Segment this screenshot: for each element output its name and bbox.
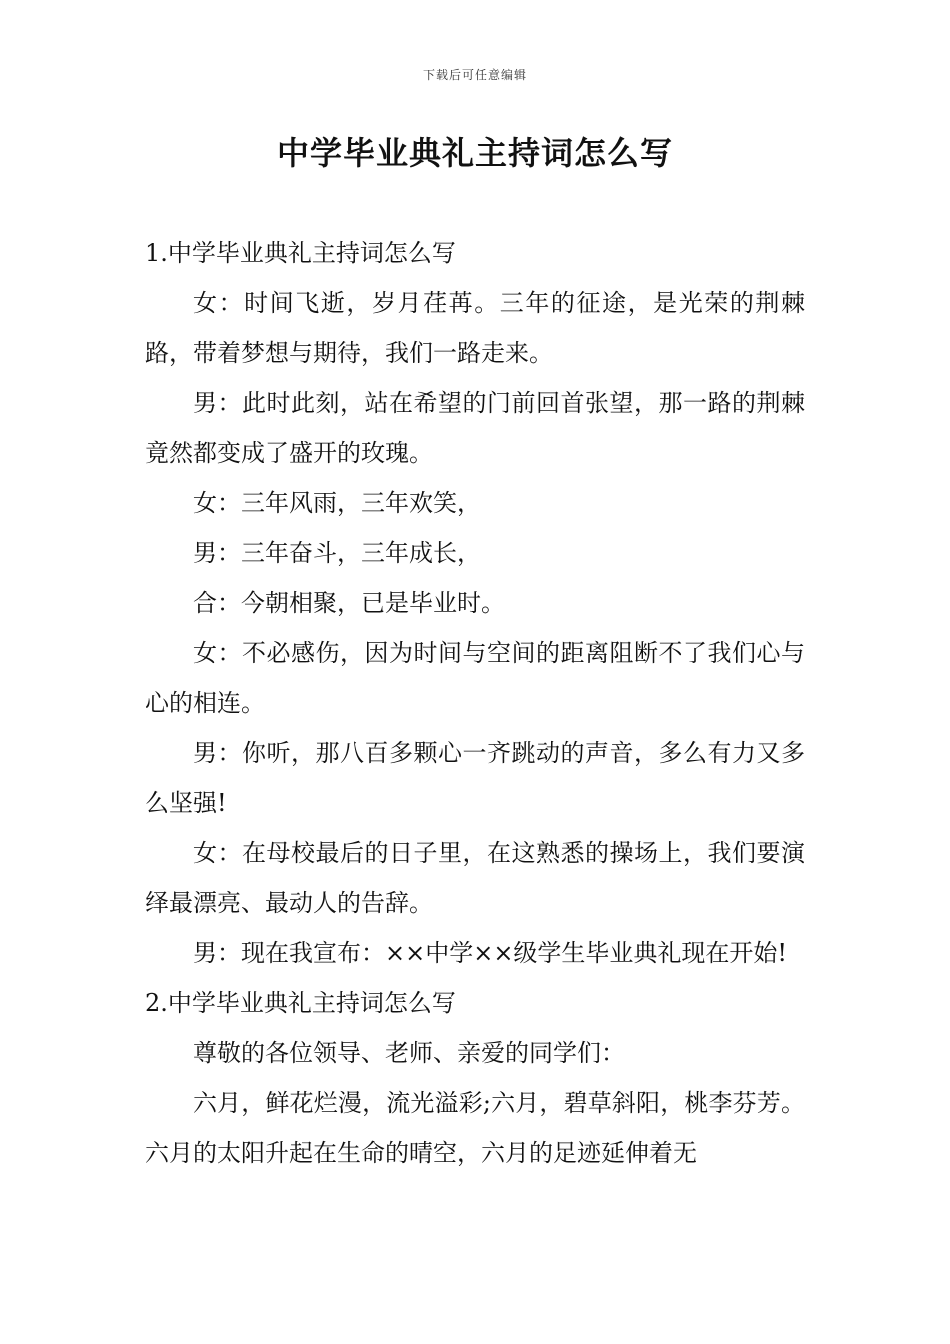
paragraph: 男：现在我宣布：××中学××级学生毕业典礼现在开始! xyxy=(193,939,788,967)
paragraph: 女：不必感伤，因为时间与空间的距离阻断不了我们心与心的相连。 xyxy=(145,639,805,717)
document-body xyxy=(145,228,805,1178)
paragraph: 六月，鲜花烂漫，流光溢彩;六月，碧草斜阳，桃李芬芳。六月的太阳升起在生命的晴空，六月的足迹延伸着无 xyxy=(145,1089,805,1167)
section-heading-1: 1.中学毕业典礼主持词怎么写 xyxy=(145,239,456,267)
document-title: 中学毕业典礼主持词怎么写 xyxy=(276,134,673,172)
paragraph: 女：在母校最后的日子里，在这熟悉的操场上，我们要演绎最漂亮、最动人的告辞。 xyxy=(145,839,805,917)
paragraph: 女：三年风雨，三年欢笑， xyxy=(193,489,481,517)
paragraph: 男：你听，那八百多颗心一齐跳动的声音，多么有力又多么坚强! xyxy=(145,739,805,817)
paragraph: 女：时间飞逝，岁月荏苒。三年的征途，是光荣的荆棘路，带着梦想与期待，我们一路走来。 xyxy=(145,289,805,367)
paragraph: 合：今朝相聚，已是毕业时。 xyxy=(193,589,505,617)
paragraph: 男：此时此刻，站在希望的门前回首张望，那一路的荆棘竟然都变成了盛开的玫瑰。 xyxy=(145,389,805,467)
section-heading-2: 2.中学毕业典礼主持词怎么写 xyxy=(145,989,456,1017)
paragraph: 男：三年奋斗，三年成长， xyxy=(193,539,481,567)
header-note: 下载后可任意编辑 xyxy=(422,68,527,82)
paragraph: 尊敬的各位领导、老师、亲爱的同学们： xyxy=(193,1039,625,1067)
